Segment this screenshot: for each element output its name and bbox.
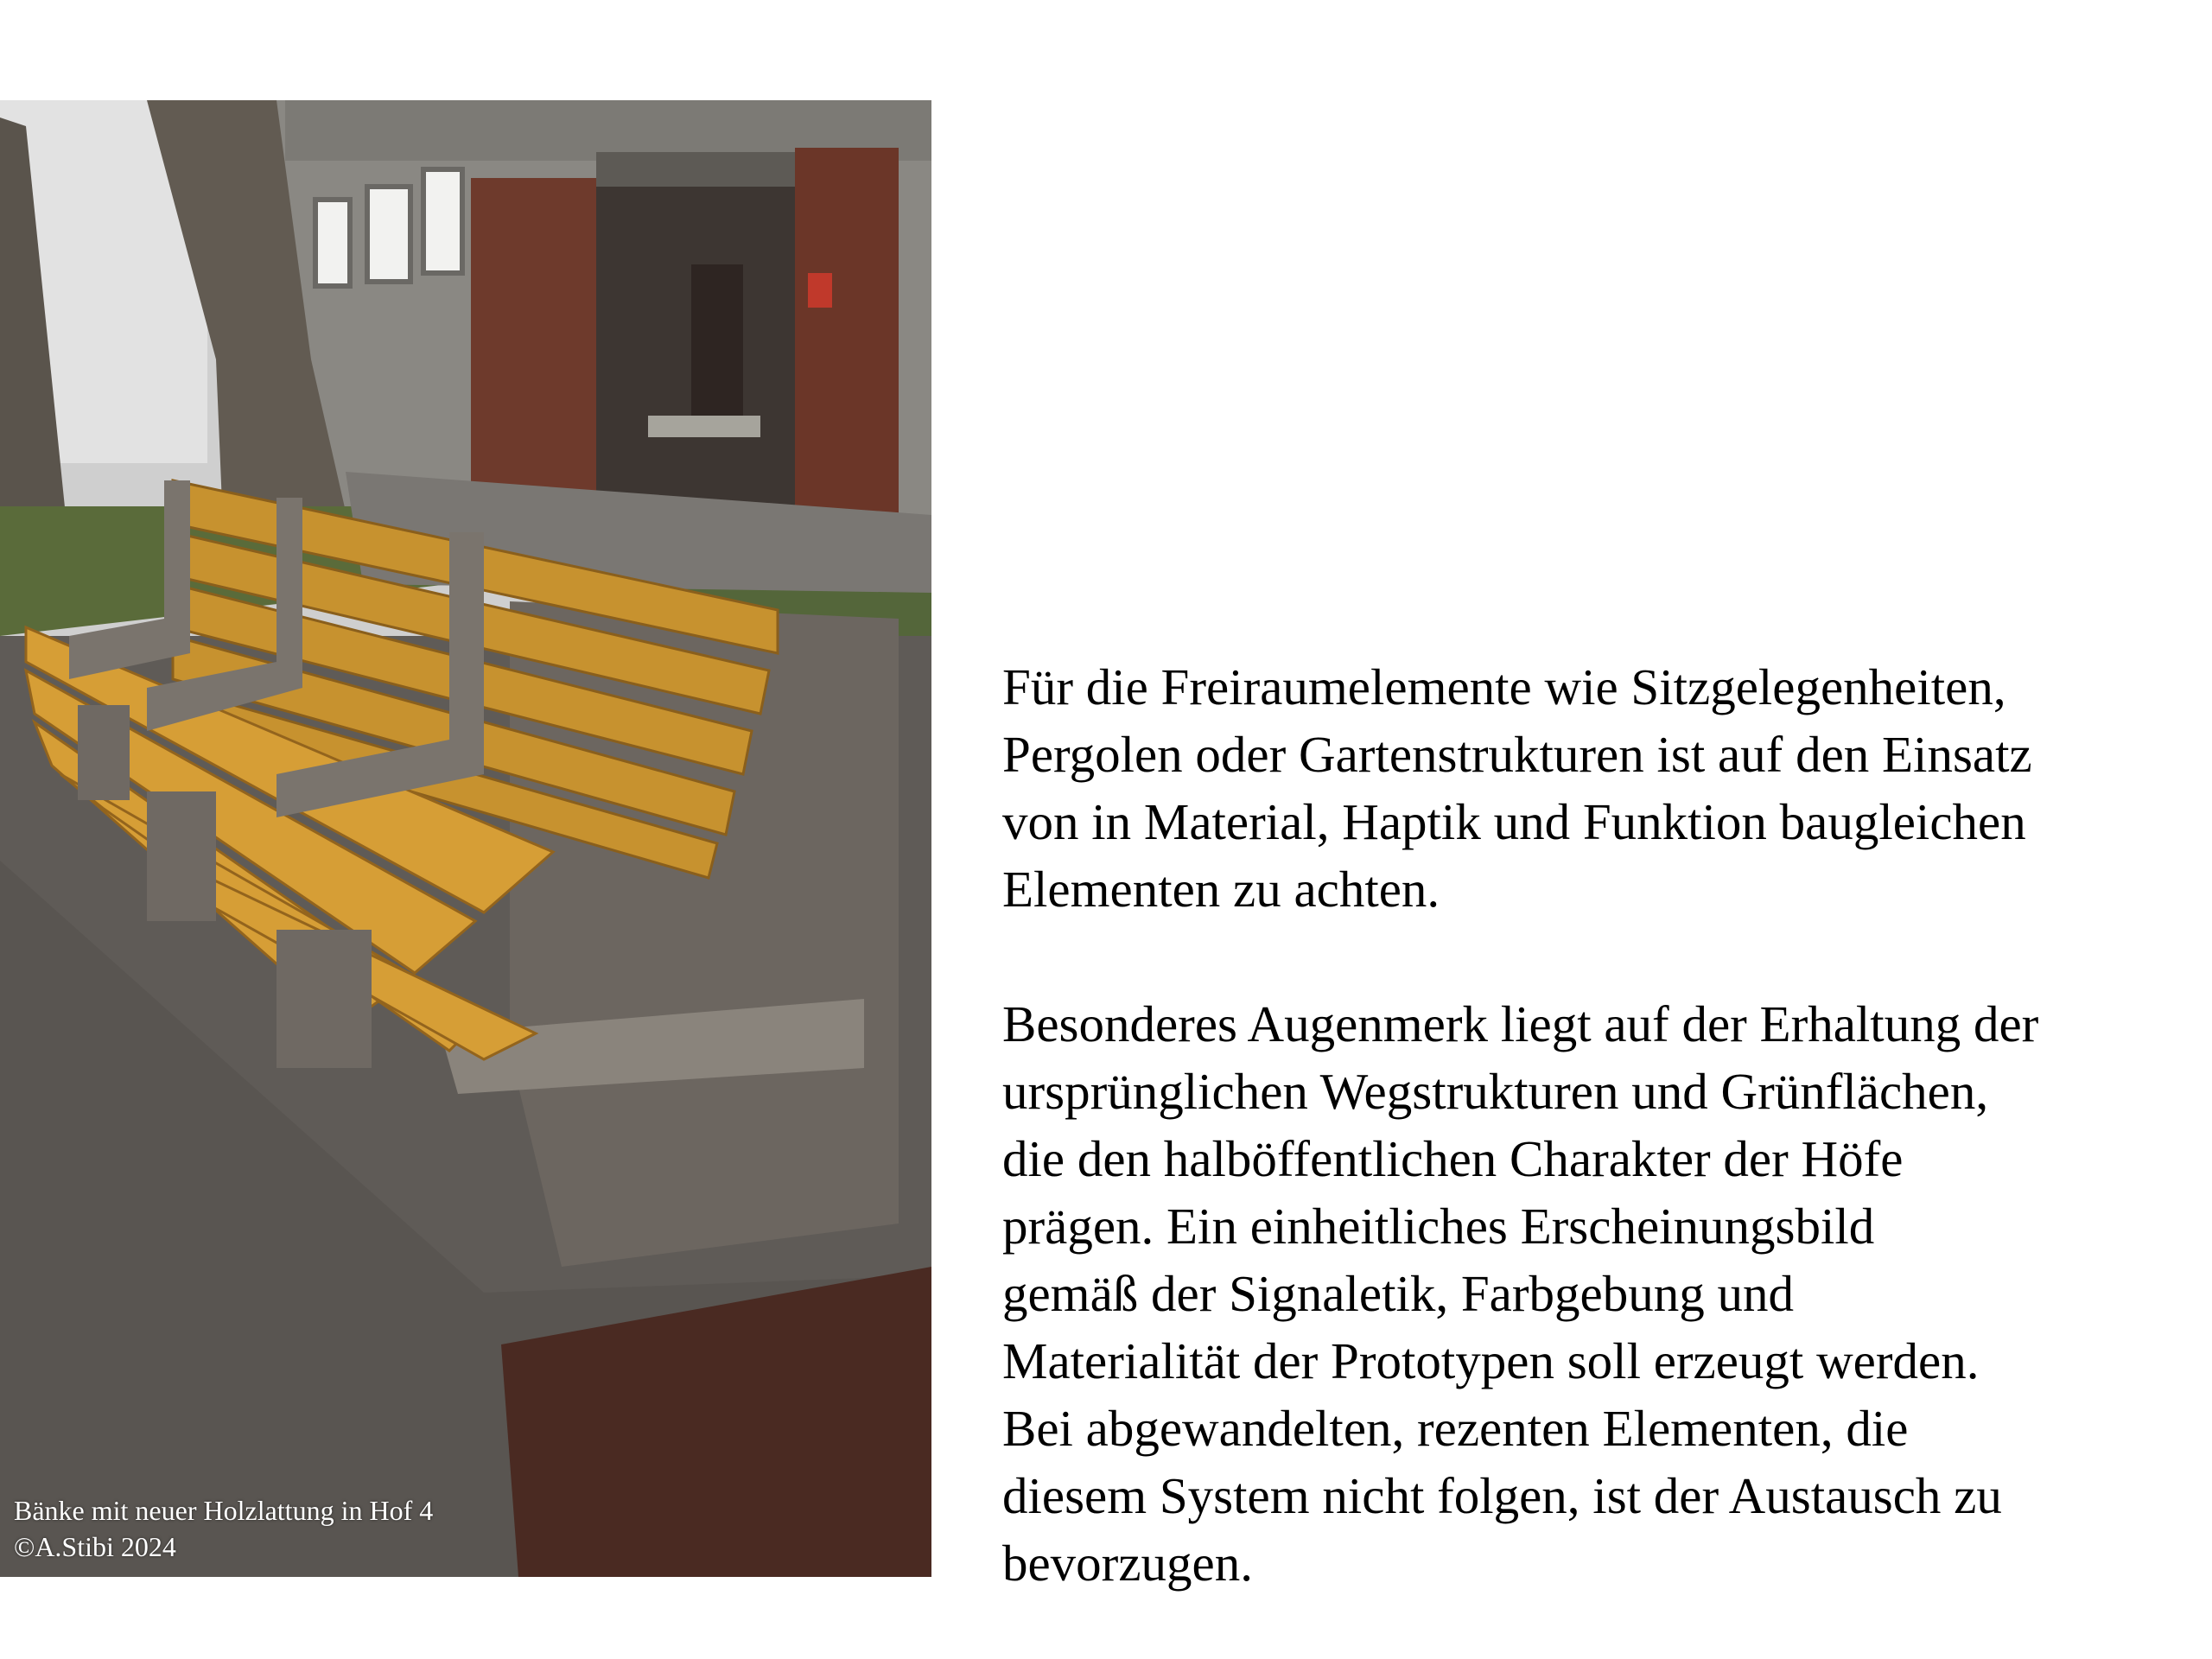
text-line: Besonderes Augenmerk liegt auf der Erhaltung der — [1002, 995, 2039, 1052]
text-line: gemäß der Signaletik, Farbgebung und — [1002, 1265, 1794, 1322]
paragraph-1 — [1002, 653, 2195, 923]
text-line: von in Material, Haptik und Funktion baugleichen — [1002, 793, 2026, 850]
text-line: prägen. Ein einheitliches Erscheinungsbild — [1002, 1198, 1875, 1255]
text-line: Bei abgewandelten, rezenten Elementen, die — [1002, 1400, 1909, 1457]
body-text — [1002, 653, 2195, 1597]
text-line: diesem System nicht folgen, ist der Austausch zu — [1002, 1467, 2002, 1524]
text-line: Pergolen oder Gartenstrukturen ist auf den Einsatz — [1002, 726, 2032, 783]
text-line: Elementen zu achten. — [1002, 861, 1440, 918]
text-line: Materialität der Prototypen soll erzeugt werden. — [1002, 1332, 1980, 1389]
copyright-line: ©A.Stibi 2024 — [14, 1531, 176, 1562]
caption-line: Bänke mit neuer Holzlattung in Hof 4 — [14, 1495, 434, 1526]
text-line: die den halböffentlichen Charakter der Höfe — [1002, 1130, 1904, 1187]
text-line: bevorzugen. — [1002, 1535, 1253, 1592]
text-line: Für die Freiraumelemente wie Sitzgelegenheiten, — [1002, 658, 2006, 715]
paragraph-2 — [1002, 990, 2195, 1597]
bench-photo — [0, 100, 931, 1577]
text-line: ursprünglichen Wegstrukturen und Grünflächen, — [1002, 1063, 1989, 1120]
photo-caption — [14, 1492, 433, 1565]
